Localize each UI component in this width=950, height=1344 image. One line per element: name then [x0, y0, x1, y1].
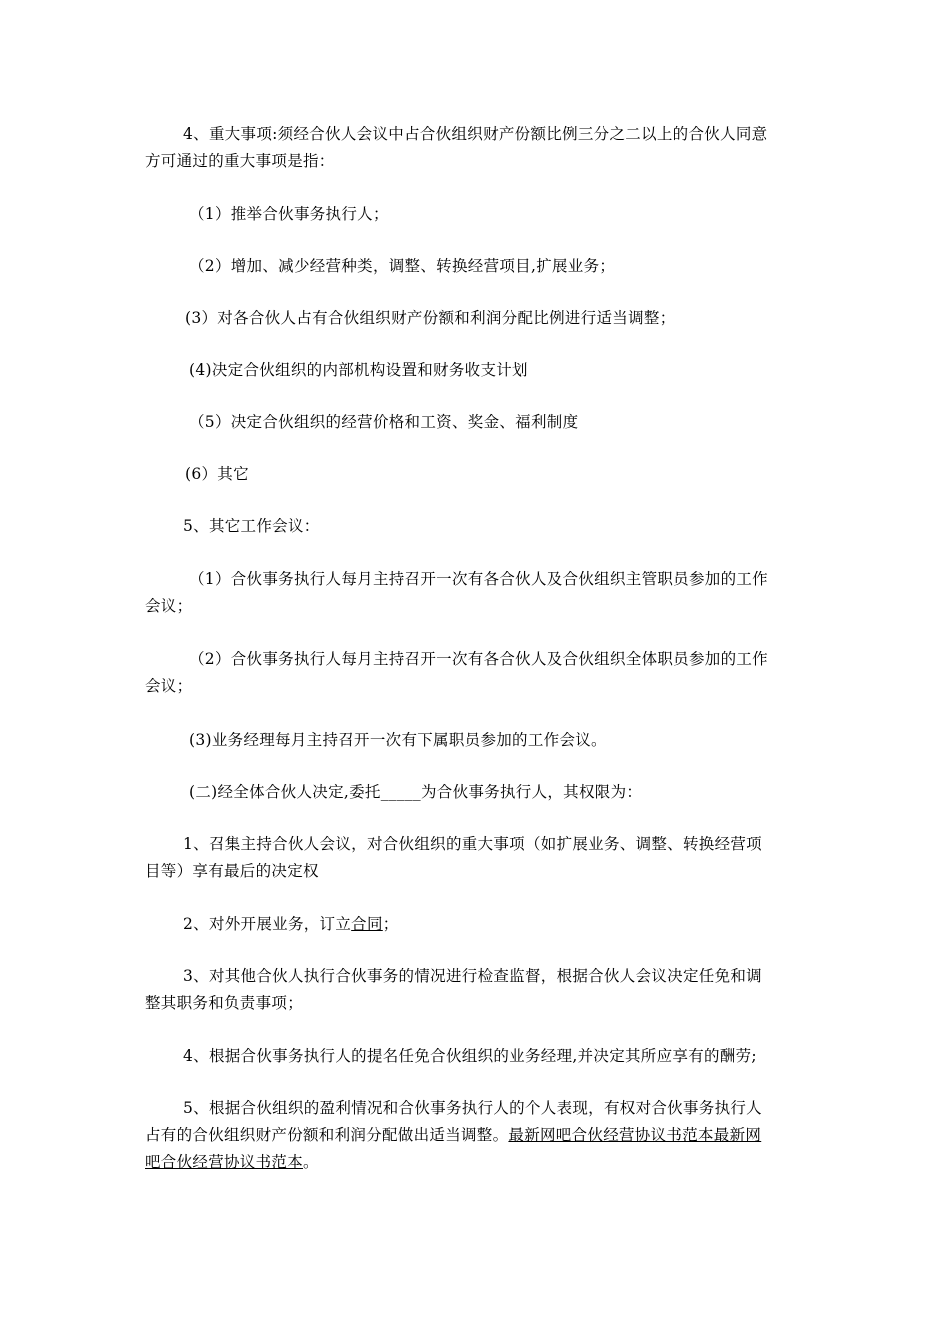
list-item [145, 253, 807, 280]
template-link[interactable]: 最新网吧合伙经营协议书范本最新网 [508, 1126, 762, 1144]
text-line: (3)业务经理每月主持召开一次有下属职员参加的工作会议。 [189, 731, 607, 749]
text-line: （2）合伙事务执行人每月主持召开一次有各合伙人及合伙组织全体职员参加的工作 [189, 650, 768, 668]
text-line: （2）增加、减少经营种类，调整、转换经营项目,扩展业务； [189, 257, 616, 275]
list-item [145, 201, 807, 228]
list-item [145, 1095, 807, 1176]
text-line: 目等）享有最后的决定权 [145, 862, 319, 880]
paragraph-delegation [145, 779, 807, 806]
list-item [145, 911, 807, 938]
text-line: (4)决定合伙组织的内部机构设置和财务收支计划 [189, 361, 528, 379]
text-line: 方可通过的重大事项是指： [145, 152, 335, 170]
text-line: 1、召集主持合伙人会议，对合伙组织的重大事项（如扩展业务、调整、转换经营项 [183, 835, 762, 853]
text-line: 4、根据合伙事务执行人的提名任免合伙组织的业务经理,并决定其所应享有的酬劳; [183, 1047, 757, 1065]
list-item [145, 461, 807, 488]
item-text: 2、对外开展业务，订立 [183, 915, 352, 933]
item-text: 占有的合伙组织财产份额和利润分配做出适当调整。 [145, 1126, 509, 1144]
item-text-end: ； [382, 915, 399, 933]
delegation-text: (二)经全体合伙人决定,委托 [189, 783, 381, 801]
list-item [145, 357, 807, 384]
text-line [145, 1149, 807, 1176]
text-line: （1）合伙事务执行人每月主持召开一次有各合伙人及合伙组织主管职员参加的工作 [189, 570, 768, 588]
text-line [145, 779, 807, 806]
list-item [145, 831, 807, 885]
text-line [145, 911, 807, 938]
list-item [145, 305, 807, 332]
text-line: (3）对各合伙人占有合伙组织财产份额和利润分配比例进行适当调整； [185, 309, 676, 327]
contract-link[interactable]: 合同 [351, 915, 383, 933]
text-line: (6）其它 [185, 465, 249, 483]
delegation-text-cont: 为合伙事务执行人，其权限为： [420, 783, 643, 801]
blank-field: _____ [380, 783, 421, 801]
list-item [145, 727, 807, 754]
text-line: （1）推举合伙事务执行人； [189, 205, 389, 223]
paragraph-major-matters [145, 121, 807, 175]
text-line: 3、对其他合伙人执行合伙事务的情况进行检查监督，根据合伙人会议决定任免和调 [183, 967, 762, 985]
text-line: 会议； [145, 677, 193, 695]
list-item [145, 963, 807, 1017]
text-line: 整其职务和负责事项； [145, 994, 304, 1012]
text-line [145, 1122, 807, 1149]
section-heading [145, 513, 807, 540]
text-line: 5、其它工作会议： [183, 517, 320, 535]
template-link-cont[interactable]: 吧合伙经营协议书范本 [145, 1153, 304, 1171]
item-text-end: 。 [303, 1153, 319, 1171]
list-item [145, 1043, 807, 1070]
text-line: 4、重大事项:须经合伙人会议中占合伙组织财产份额比例三分之二以上的合伙人同意 [183, 125, 768, 143]
list-item [145, 566, 807, 620]
list-item [145, 409, 807, 436]
text-line: （5）决定合伙组织的经营价格和工资、奖金、福利制度 [189, 413, 579, 431]
list-item [145, 646, 807, 700]
text-line: 5、根据合伙组织的盈利情况和合伙事务执行人的个人表现，有权对合伙事务执行人 [183, 1099, 762, 1117]
text-line: 会议； [145, 597, 193, 615]
